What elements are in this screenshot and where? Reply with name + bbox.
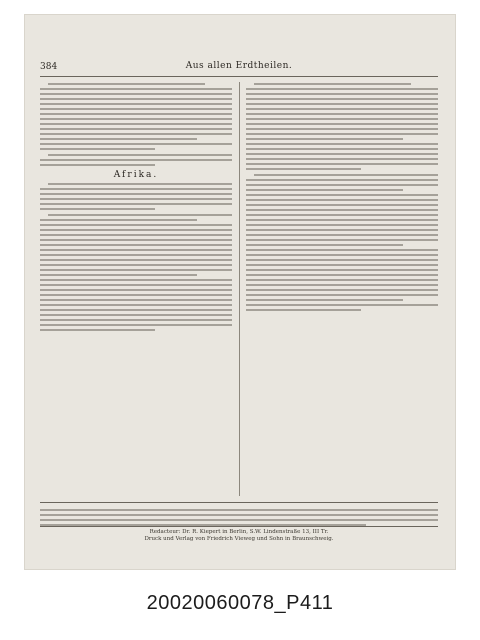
- illegible-text-line: [40, 98, 232, 100]
- illegible-text-line: [40, 294, 232, 296]
- illegible-text-line: [246, 239, 438, 241]
- text-paragraph: [246, 83, 438, 170]
- illegible-text-line: [40, 244, 232, 246]
- illegible-text-line: [40, 159, 232, 161]
- illegible-text-line: [246, 274, 438, 276]
- illegible-text-line: [40, 299, 232, 301]
- illegible-text-line: [40, 274, 197, 276]
- text-paragraph: [40, 154, 232, 166]
- illegible-text-line: [246, 204, 438, 206]
- illegible-text-line: [40, 193, 232, 195]
- illegible-text-line: [246, 229, 438, 231]
- text-paragraph: [40, 183, 232, 210]
- illegible-text-line: [246, 264, 438, 266]
- illegible-text-line: [40, 239, 232, 241]
- illegible-text-line: [246, 244, 403, 246]
- illegible-text-line: [246, 269, 438, 271]
- illegible-text-line: [246, 304, 438, 306]
- illegible-text-line: [40, 249, 232, 251]
- illegible-text-line: [246, 158, 438, 160]
- running-head: Aus allen Erdtheilen.: [185, 61, 293, 71]
- illegible-text-line: [246, 179, 438, 181]
- column-divider: [239, 82, 240, 496]
- illegible-text-line: [246, 93, 438, 95]
- illegible-text-line: [40, 128, 232, 130]
- illegible-text-line: [40, 208, 155, 210]
- illegible-text-line: [246, 184, 438, 186]
- illegible-text-line: [40, 219, 197, 221]
- illegible-text-line: [40, 319, 232, 321]
- illegible-text-line: [246, 289, 438, 291]
- illegible-text-line: [246, 88, 438, 90]
- imprint-editor-line: Redacteur: Dr. R. Kiepert in Berlin, S.W. Lindenstraße 13, III Tr.: [149, 529, 329, 535]
- illegible-text-line: [246, 113, 438, 115]
- illegible-text-line: [40, 509, 438, 511]
- illegible-text-line: [246, 249, 438, 251]
- illegible-text-line: [40, 254, 232, 256]
- illegible-text-line: [246, 103, 438, 105]
- illegible-text-line: [246, 199, 438, 201]
- illegible-text-line: [48, 183, 232, 185]
- illegible-text-line: [40, 113, 232, 115]
- illegible-text-line: [40, 143, 232, 145]
- imprint: [40, 526, 438, 543]
- illegible-text-line: [246, 294, 438, 296]
- illegible-text-line: [40, 289, 232, 291]
- illegible-text-line: [246, 143, 438, 145]
- imprint-publisher-line: Druck und Verlag von Friedrich Vieweg und Sohn in Braunschweig.: [144, 536, 334, 542]
- illegible-text-line: [40, 229, 232, 231]
- illegible-text-line: [246, 209, 438, 211]
- illegible-text-line: [246, 309, 361, 311]
- illegible-text-line: [48, 214, 232, 216]
- contents-paragraph: [40, 509, 438, 526]
- illegible-text-line: [246, 148, 438, 150]
- illegible-text-line: [246, 98, 438, 100]
- illegible-text-line: [40, 224, 232, 226]
- illegible-text-line: [246, 168, 361, 170]
- illegible-text-line: [40, 264, 232, 266]
- text-paragraph: [40, 83, 232, 150]
- illegible-text-line: [40, 309, 232, 311]
- illegible-text-line: [246, 279, 438, 281]
- illegible-text-line: [246, 194, 438, 196]
- illegible-text-line: [40, 138, 197, 140]
- illegible-text-line: [40, 88, 232, 90]
- illegible-text-line: [40, 279, 232, 281]
- right-text-column: [246, 80, 438, 500]
- illegible-text-line: [246, 123, 438, 125]
- illegible-text-line: [246, 118, 438, 120]
- illegible-text-line: [40, 234, 232, 236]
- illegible-text-line: [40, 304, 232, 306]
- illegible-text-line: [246, 108, 438, 110]
- illegible-text-line: [246, 234, 438, 236]
- illegible-text-line: [246, 259, 438, 261]
- illegible-text-line: [246, 133, 438, 135]
- illegible-text-line: [40, 118, 232, 120]
- illegible-text-line: [246, 138, 403, 140]
- illegible-text-line: [246, 284, 438, 286]
- illegible-text-line: [246, 189, 403, 191]
- illegible-text-line: [246, 254, 438, 256]
- illegible-text-line: [40, 188, 232, 190]
- illegible-text-line: [40, 108, 232, 110]
- contents-strip: [40, 502, 438, 526]
- illegible-text-line: [40, 514, 438, 516]
- left-text-column: [40, 80, 232, 500]
- text-paragraph: [246, 174, 438, 311]
- illegible-text-line: [40, 133, 232, 135]
- illegible-text-line: [246, 153, 438, 155]
- illegible-text-line: [40, 203, 232, 205]
- illegible-text-line: [246, 224, 438, 226]
- illegible-text-line: [40, 314, 232, 316]
- illegible-text-line: [40, 148, 155, 150]
- text-paragraph: [40, 214, 232, 331]
- illegible-text-line: [254, 83, 411, 85]
- illegible-text-line: [246, 163, 438, 165]
- illegible-text-line: [246, 219, 438, 221]
- illegible-text-line: [246, 299, 403, 301]
- illegible-text-line: [40, 324, 232, 326]
- section-heading: Afrika.: [113, 170, 159, 180]
- illegible-text-line: [40, 103, 232, 105]
- scan-identifier-label: 20020060078_P411: [146, 592, 334, 614]
- illegible-text-line: [40, 123, 232, 125]
- page-header: [40, 60, 438, 77]
- illegible-text-line: [40, 269, 232, 271]
- illegible-text-line: [40, 198, 232, 200]
- illegible-text-line: [40, 164, 155, 166]
- illegible-text-line: [48, 83, 205, 85]
- illegible-text-line: [40, 519, 438, 521]
- illegible-text-line: [40, 284, 232, 286]
- illegible-text-line: [40, 93, 232, 95]
- illegible-text-line: [254, 174, 438, 176]
- page-number: 384: [40, 62, 58, 72]
- illegible-text-line: [246, 214, 438, 216]
- illegible-text-line: [40, 259, 232, 261]
- illegible-text-line: [246, 128, 438, 130]
- illegible-text-line: [40, 329, 155, 331]
- illegible-text-line: [48, 154, 232, 156]
